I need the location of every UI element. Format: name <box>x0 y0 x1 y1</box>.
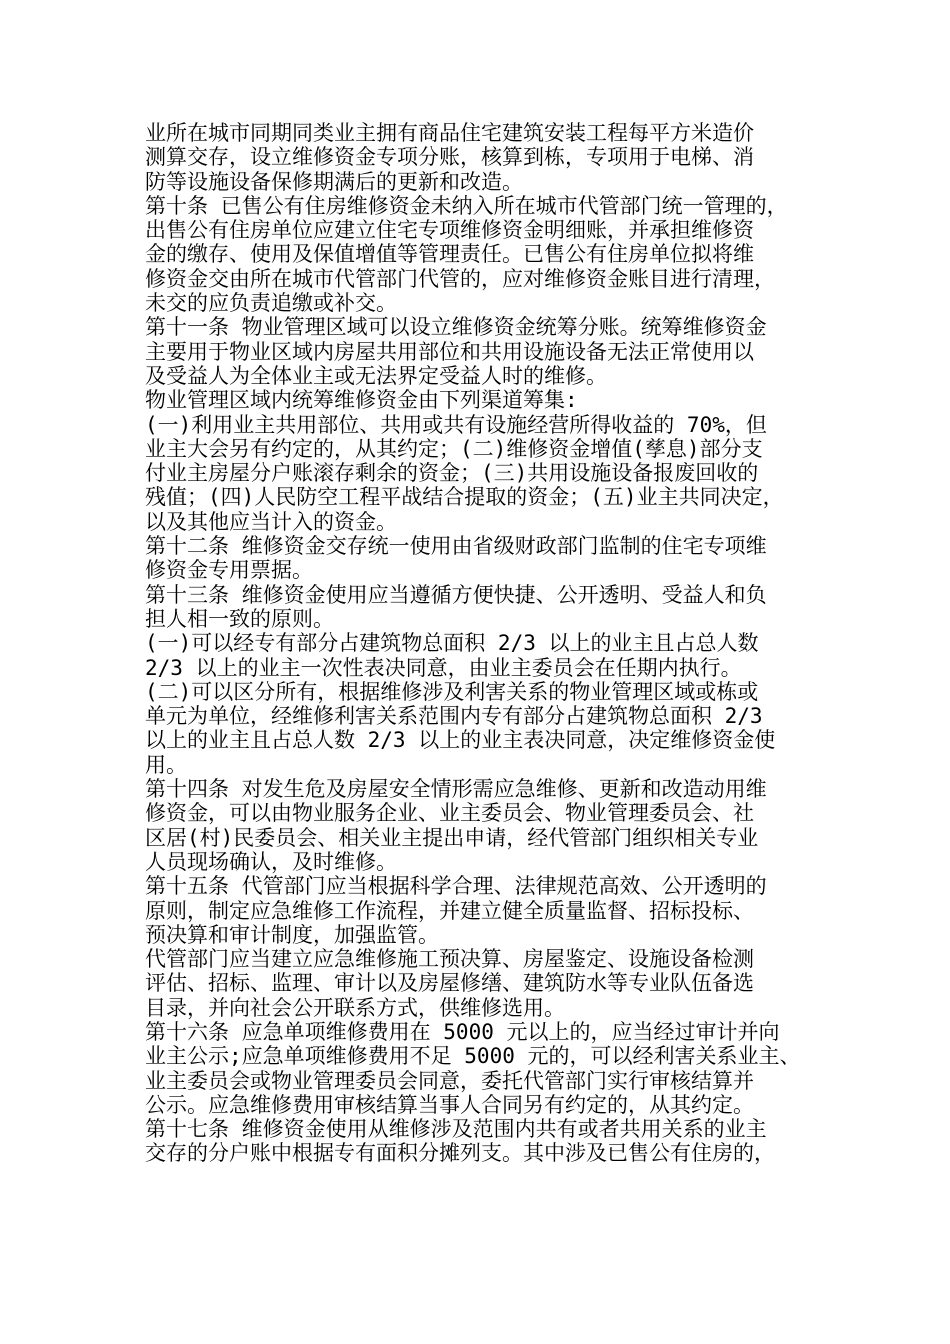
text-line: 金的缴存、使用及保值增值等管理责任。已售公有住房单位拟将维 <box>145 242 754 267</box>
text-line: 第十六条 应急单项维修费用在 5000 元以上的，应当经过审计并向 <box>145 1019 780 1044</box>
text-line: 付业主房屋分户账滚存剩余的资金；(三)共用设施设备报废回收的 <box>145 461 759 486</box>
text-line: 评估、招标、监理、审计以及房屋修缮、建筑防水等专业队伍备选 <box>145 971 754 996</box>
document-body <box>145 121 825 1166</box>
text-line: 以上的业主且占总人数 2/3 以上的业主表决同意，决定维修资金使 <box>145 728 776 753</box>
text-line: 单元为单位，经维修利害关系范围内专有部分占建筑物总面积 2/3 <box>145 704 763 729</box>
text-line: 残值；(四)人民防空工程平战结合提取的资金；(五)业主共同决定， <box>145 485 784 510</box>
text-line: 第十二条 维修资金交存统一使用由省级财政部门监制的住宅专项维 <box>145 534 767 559</box>
text-line: 修资金专用票据。 <box>145 558 313 583</box>
text-line: 业所在城市同期同类业主拥有商品住宅建筑安装工程每平方米造价 <box>145 121 754 145</box>
text-line: 第十四条 对发生危及房屋安全情形需应急维修、更新和改造动用维 <box>145 777 767 802</box>
text-line: 以及其他应当计入的资金。 <box>145 509 397 534</box>
text-line: 修资金，可以由物业服务企业、业主委员会、物业管理委员会、社 <box>145 801 754 826</box>
text-line: 第十七条 维修资金使用从维修涉及范围内共有或者共用关系的业主 <box>145 1117 767 1142</box>
text-line: 主要用于物业区域内房屋共用部位和共用设施设备无法正常使用以 <box>145 339 754 364</box>
text-line: 业主大会另有约定的，从其约定；(二)维修资金增值(孳息)部分支 <box>145 436 763 461</box>
text-line: (二)可以区分所有，根据维修涉及利害关系的物业管理区域或栋或 <box>145 679 759 704</box>
text-line: 第十条 已售公有住房维修资金未纳入所在城市代管部门统一管理的， <box>145 193 788 218</box>
text-line: 第十一条 物业管理区域可以设立维修资金统筹分账。统筹维修资金 <box>145 315 767 340</box>
text-line: 区居(村)民委员会、相关业主提出申请，经代管部门组织相关专业 <box>145 825 759 850</box>
text-line: 原则，制定应急维修工作流程，并建立健全质量监督、招标投标、 <box>145 898 754 923</box>
text-line: 第十三条 维修资金使用应当遵循方便快捷、公开透明、受益人和负 <box>145 582 767 607</box>
text-line: 担人相一致的原则。 <box>145 606 334 631</box>
text-line: 物业管理区域内统筹维修资金由下列渠道筹集: <box>145 388 578 413</box>
text-line: 业主委员会或物业管理委员会同意，委托代管部门实行审核结算并 <box>145 1068 754 1093</box>
text-line: 用。 <box>145 752 187 777</box>
text-line: 防等设施设备保修期满后的更新和改造。 <box>145 169 523 194</box>
text-line: 未交的应负责追缴或补交。 <box>145 291 397 316</box>
text-line: 业主公示;应急单项维修费用不足 5000 元的，可以经利害关系业主、 <box>145 1044 801 1069</box>
text-line: (一)利用业主共用部位、共用或共有设施经营所得收益的 70%，但 <box>145 412 767 437</box>
text-line: 公示。应急维修费用审核结算当事人合同另有约定的，从其约定。 <box>145 1092 754 1117</box>
text-line: 第十五条 代管部门应当根据科学合理、法律规范高效、公开透明的 <box>145 874 767 899</box>
text-line: 测算交存，设立维修资金专项分账，核算到栋，专项用于电梯、消 <box>145 145 754 170</box>
text-line: 及受益人为全体业主或无法界定受益人时的维修。 <box>145 363 607 388</box>
text-line: 出售公有住房单位应建立住宅专项维修资金明细账，并承担维修资 <box>145 218 754 243</box>
text-line: 2/3 以上的业主一次性表决同意，由业主委员会在任期内执行。 <box>145 655 742 680</box>
text-line: 人员现场确认，及时维修。 <box>145 849 397 874</box>
text-line: 交存的分户账中根据专有面积分摊列支。其中涉及已售公有住房的， <box>145 1141 775 1166</box>
text-line: 代管部门应当建立应急维修施工预决算、房屋鉴定、设施设备检测 <box>145 947 754 972</box>
text-line: 修资金交由所在城市代管部门代管的，应对维修资金账目进行清理， <box>145 266 775 291</box>
text-line: (一)可以经专有部分占建筑物总面积 2/3 以上的业主且占总人数 <box>145 631 759 656</box>
text-line: 预决算和审计制度，加强监管。 <box>145 922 439 947</box>
text-line: 目录，并向社会公开联系方式，供维修选用。 <box>145 995 565 1020</box>
